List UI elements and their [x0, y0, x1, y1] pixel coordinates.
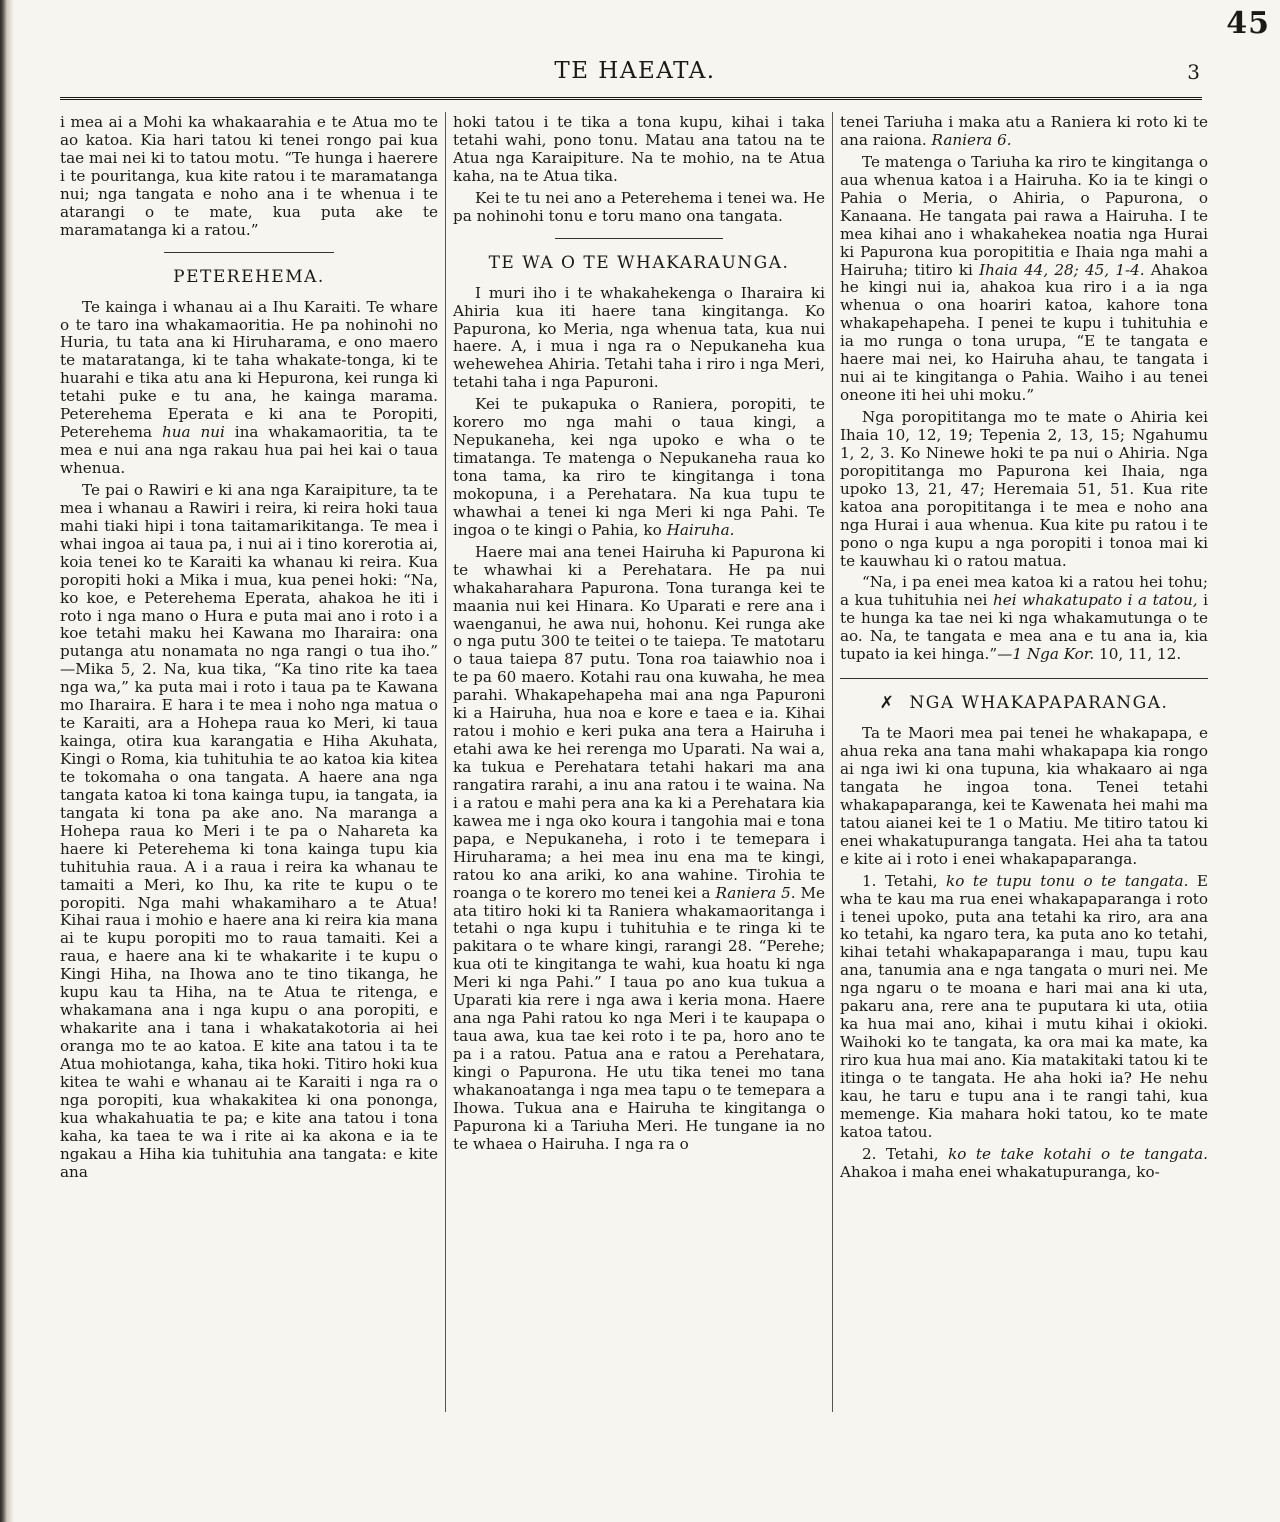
section-heading: TE WA O TE WHAKARAUNGA. [488, 252, 790, 273]
cross-mark-icon: ✗ [879, 693, 896, 714]
section-rule [555, 238, 722, 239]
column-divider [832, 112, 833, 1412]
paragraph: 2. Tetahi, ko te take kotahi o te tangata. Ahakoa i maha enei whakatupuranga, ko- [840, 1144, 1208, 1181]
column-1 [60, 114, 438, 1414]
paragraph: Haere mai ana tenei Hairuha ki Papurona ki te whawhai ki a Perehatara. He pa nui whakaharahara Papurona. Tona turanga kei te maania nui kei Hinara. Ko Uparati e rere ana i waenganui, he awa nui, hohonu. Kei runga ake o nga putu 300 te teitei o te taiepa. Te matotaru o taua taiepa 87 putu. Tona roa taiawhio noa i te pa 60 maero. Kotahi rau ona kuwaha, he mea parahi. Whakapehapeha mai ana nga Papuroni ki a Hairuha, hua noa e kore e taea e ia. Kihai ratou i mohio e keri puka ana tera a Hairuha i etahi awa ke hei rerenga mo Uparati. Na wai a, ka tukua e Perehatara tetahi hakari ma ana rangatira rarahi, a inu ana ratou i te waina. Na i a ratou e mahi pera ana ka ki a Perehatara kia kawea me i nga oko koura i tangohia mai e tona papa, e Nepukaneha, i roto i te temepara i Hiruharama; a hei mea inu ena ma te kingi, ratou ko ana ariki, ko ana wahine. Tirohia te roanga o te korero mo tenei kei a Raniera 5. Me ata titiro hoki ki ta Raniera whakamaoritanga i tetahi o nga kupu i tuhituhia e te ringa ki te pakitara o te whare kingi, rarangi 28. “Perehe; kua oti te kingitanga te wahi, kua hoatu ki nga Meri ki nga Pahi.” I taua po ano kua tukua a Uparati kia rere i nga awa i keria mona. Haere ana nga Pahi ratou ko nga Meri i te kaupapa o taua awa, kua tae kei roto i te pa, horo ano te pa i a ratou. Patua ana e ratou a Perehatara, kingi o Papurona. He utu tika tenei mo tana whakanoatanga i nga mea tapu o te temepara a Ihowa. Tukua ana e Hairuha te kingitanga o Papurona ki a Tariuha Meri. He tungane ia no te whaea o Hairuha. I nga ra o [453, 542, 825, 1153]
paragraph: Te pai o Rawiri e ki ana nga Karaipiture, ta te mea i whanau a Rawiri i reira, ki reira hoki taua mahi tiaki hipi i tona taitamarikitanga. Te mea i whai ingoa ai taua pa, i nui ai i tino korerotia ai, koia tenei ko te Karaiti ka whanau ki reira. Kua poropiti hoki a Mika i mua, kua penei hoki: “Na, ko koe, e Peterehema Eperata, ahakoa he iti i roto i nga mano o Hura e puta mai ano i roto i a koe tetahi maku hei Kawana mo Iharaira: ona putanga atu nonamata no nga rangi o tua iho.” —Mika 5, 2. Na, kua tika, “Ka tino rite ka taea nga wa,” ka puta mai i roto i taua pa te Kawana mo Iharaira. E hara i te mea i noho nga matua o te Karaiti, ara a Hohepa raua ko Meri, ki taua kainga, otira kua karangatia e Hiha Akuhata, Kingi o Roma, kia tuhituhia te ao katoa kia kitea te tokomaha o ona tangata. A haere ana nga tangata katoa ki tona kainga tupu, ia tangata, ia tangata ki tona pa ake ano. Na maranga a Hohepa raua ko Meri i te pa o Nahareta ka haere ki Peterehema ki tona kainga tupu kia tuhituhia raua. A i a raua i reira ka whanau te tamaiti a Meri, ko Ihu, ka rite te kupu o te poropiti. Nga mahi whakamiharo a te Atua! Kihai raua i mohio e haere ana ki reira kia mana ai te kupu poropiti mo to raua tamaiti. Kei a raua, e haere ana ki te whakarite i te kupu o Kingi Hiha, na Ihowa ano te tino tikanga, he kupu kau ta Hiha, na te Atua te ritenga, e whakamana ana i nga kupu o ana poropiti, e whakarite ana i tana i whakatakotoria ai hei oranga mo te ao katoa. E kite ana tatou i ta te Atua mohiotanga, kaha, tika hoki. Titiro hoki kua kitea te wahi e whanau ai te Karaiti i nga ra o nga poropiti, kua whakakitea ki ona pononga, kua whakahuatia te pa; e kite ana tatou i tona kaha, ka taea te wa i rite ai ka akona e ia te ngakau a Hiha kia tuhituhia ana tangata: e kite ana [60, 480, 438, 1181]
section-rule [840, 678, 1208, 679]
paragraph: tenei Tariuha i maka atu a Raniera ki roto ki te ana raiona. Raniera 6. [840, 114, 1208, 149]
page-number: 3 [1187, 60, 1200, 84]
column-divider [445, 112, 446, 1412]
paragraph: “Na, i pa enei mea katoa ki a ratou hei tohu; a kua tuhituhia nei hei whakatupato i a tatou, i te hunga ka tae nei ki nga whakamutunga o te ao. Na, te tangata e mea ana e tu ana ia, kia tupato ia kei hinga.”—1 Nga Kor. 10, 11, 12. [840, 573, 1208, 664]
paragraph: Kei te tu nei ano a Peterehema i tenei wa. He pa nohinohi tonu e toru mano ona tangata. [453, 188, 825, 225]
section-heading: ✗ NGA WHAKAPAPARANGA. [879, 693, 1169, 714]
newspaper-title: TE HAEATA. [554, 58, 716, 84]
paragraph: Te kainga i whanau ai a Ihu Karaiti. Te whare o te taro ina whakamaoritia. He pa nohinohi no Huria, tu tata ana ki Hiruharama, e ono maero te mataratanga, ki te taha whakate-tonga, ki te huarahi e tika atu ana ki Hepurona, kei runga ki tetahi puke e tu ana, he kainga marama. Peterehema Eperata e ki ana te Poropiti, Peterehema hua nui ina whakamaoritia, ta te mea e nui ana nga rakau hua pai hei kai o taua whenua. [60, 297, 438, 478]
scan-edge [0, 0, 14, 1522]
page-header [60, 58, 1210, 88]
section-rule [164, 252, 334, 253]
header-rule [60, 97, 1202, 100]
volume-number: 45 [1226, 6, 1270, 41]
paragraph: hoki tatou i te tika a tona kupu, kihai i taka tetahi wahi, pono tonu. Matau ana tatou na te Atua nga Karaipiture. Na te mohio, na te Atua kaha, na te Atua tika. [453, 114, 825, 185]
column-3 [840, 114, 1208, 1414]
paragraph: Nga poropititanga mo te mate o Ahiria kei Ihaia 10, 12, 19; Tepenia 2, 13, 15; Ngahumu 1, 2, 3. Ko Ninewe hoki te pa nui o Ahiria. Nga poropititanga mo Papurona kei Ihaia, nga upoko 13, 21, 47; Heremaia 51, 51. Kua rite katoa ana poropititanga i te mea e noho ana nga Hurai i aua whenua. Kua kite pu ratou i te pono o nga kupu a nga poropiti i tonoa mai ki te kauwhau ki o ratou matua. [840, 408, 1208, 570]
paragraph: Kei te pukapuka o Raniera, poropiti, te korero mo nga mahi o taua kingi, a Nepukaneha, kei nga upoko e wha o te timatanga. Te matenga o Nepukaneha raua ko tona tama, ka riro te kingitanga i tona mokopuna, i a Perehatara. Na kua tupu te whawhai a tenei ki nga Meri ki nga Pahi. Te ingoa o te kingi o Pahia, ko Hairuha. [453, 395, 825, 539]
column-2 [453, 114, 825, 1414]
paragraph: 1. Tetahi, ko te tupu tonu o te tangata. E wha te kau ma rua enei whakapaparanga i roto i tenei upoko, puta ana tetahi ka riro, ara ana ko tetahi, ka ngaro tera, ka puta ano ko tetahi, kihai tetahi whakapaparanga i mau, tupu kau ana, tanumia ana e nga tangata o muri nei. Me nga ngaru o te moana e hari mai ana ki uta, pakaru ana, rere ana te puputara ki uta, otiia ka hua mai ano, kihai i mutu kihai i okioki. Waihoki ko te tangata, ka ora mai ka mate, ka riro kua hua mai ano. Kia matakitaki tatou ki te itinga o te tangata. He aha hoki ia? He nehu kau, he taru e tupu ana i te rangi tahi, kua memenge. Kia mahara hoki tatou, ko te mate katoa tatou. [840, 871, 1208, 1141]
section-heading: PETEREHEMA. [173, 266, 325, 287]
paragraph: Te matenga o Tariuha ka riro te kingitanga o aua whenua katoa i a Hairuha. Ko ia te kingi o Pahia o Meria, o Ahiria, o Papurona, o Kanaana. He tangata pai rawa a Hairuha. I te mea kihai ano i whakahekea noatia nga Hurai ki Papurona kua poropititia e Ihaia nga mahi a Hairuha; titiro ki Ihaia 44, 28; 45, 1-4. Ahakoa he kingi nui ia, ahakoa kua riro i a ia nga whenua o ona hoariri katoa, kahore tona whakapehapeha. I penei te kupu i tuhituhia e ia mo runga o tona urupa, “E te tangata e haere mai nei, ko Hairuha ahau, te tangata i nui ai te kingitanga o Pahia. Waiho i au tenei oneone iti hei uhi moku.” [840, 152, 1208, 405]
paragraph: i mea ai a Mohi ka whakaarahia e te Atua mo te ao katoa. Kia hari tatou ki tenei rongo pai kua tae mai nei ki to tatou motu. “Te hunga i haerere i te pouritanga, kua kite ratou i te maramatanga nui; nga tangata e noho ana i te whenua i te atarangi o te mate, kua puta ake te maramatanga ki a ratou.” [60, 114, 438, 239]
paragraph: I muri iho i te whakahekenga o Iharaira ki Ahiria kua iti haere tana kingitanga. Ko Papurona, ko Meria, nga whenua tata, kua nui haere. A, i mua i nga ra o Nepukaneha kua wehewehea Ahiria. Tetahi taha i riro i nga Meri, tetahi taha i nga Papuroni. [453, 283, 825, 392]
paragraph: Ta te Maori mea pai tenei he whakapapa, e ahua reka ana tana mahi whakapapa kia rongo ai nga iwi ki ona tupuna, kia whakaaro ai nga tangata he ingoa tona. Tenei tetahi whakapaparanga, kei te Kawenata hei mahi ma tatou aianei kei te 1 o Matiu. Me titiro tatou ki enei whakatupuranga tangata. Hei aha ta tatou e kite ai i roto i enei whakapaparanga. [840, 724, 1208, 868]
